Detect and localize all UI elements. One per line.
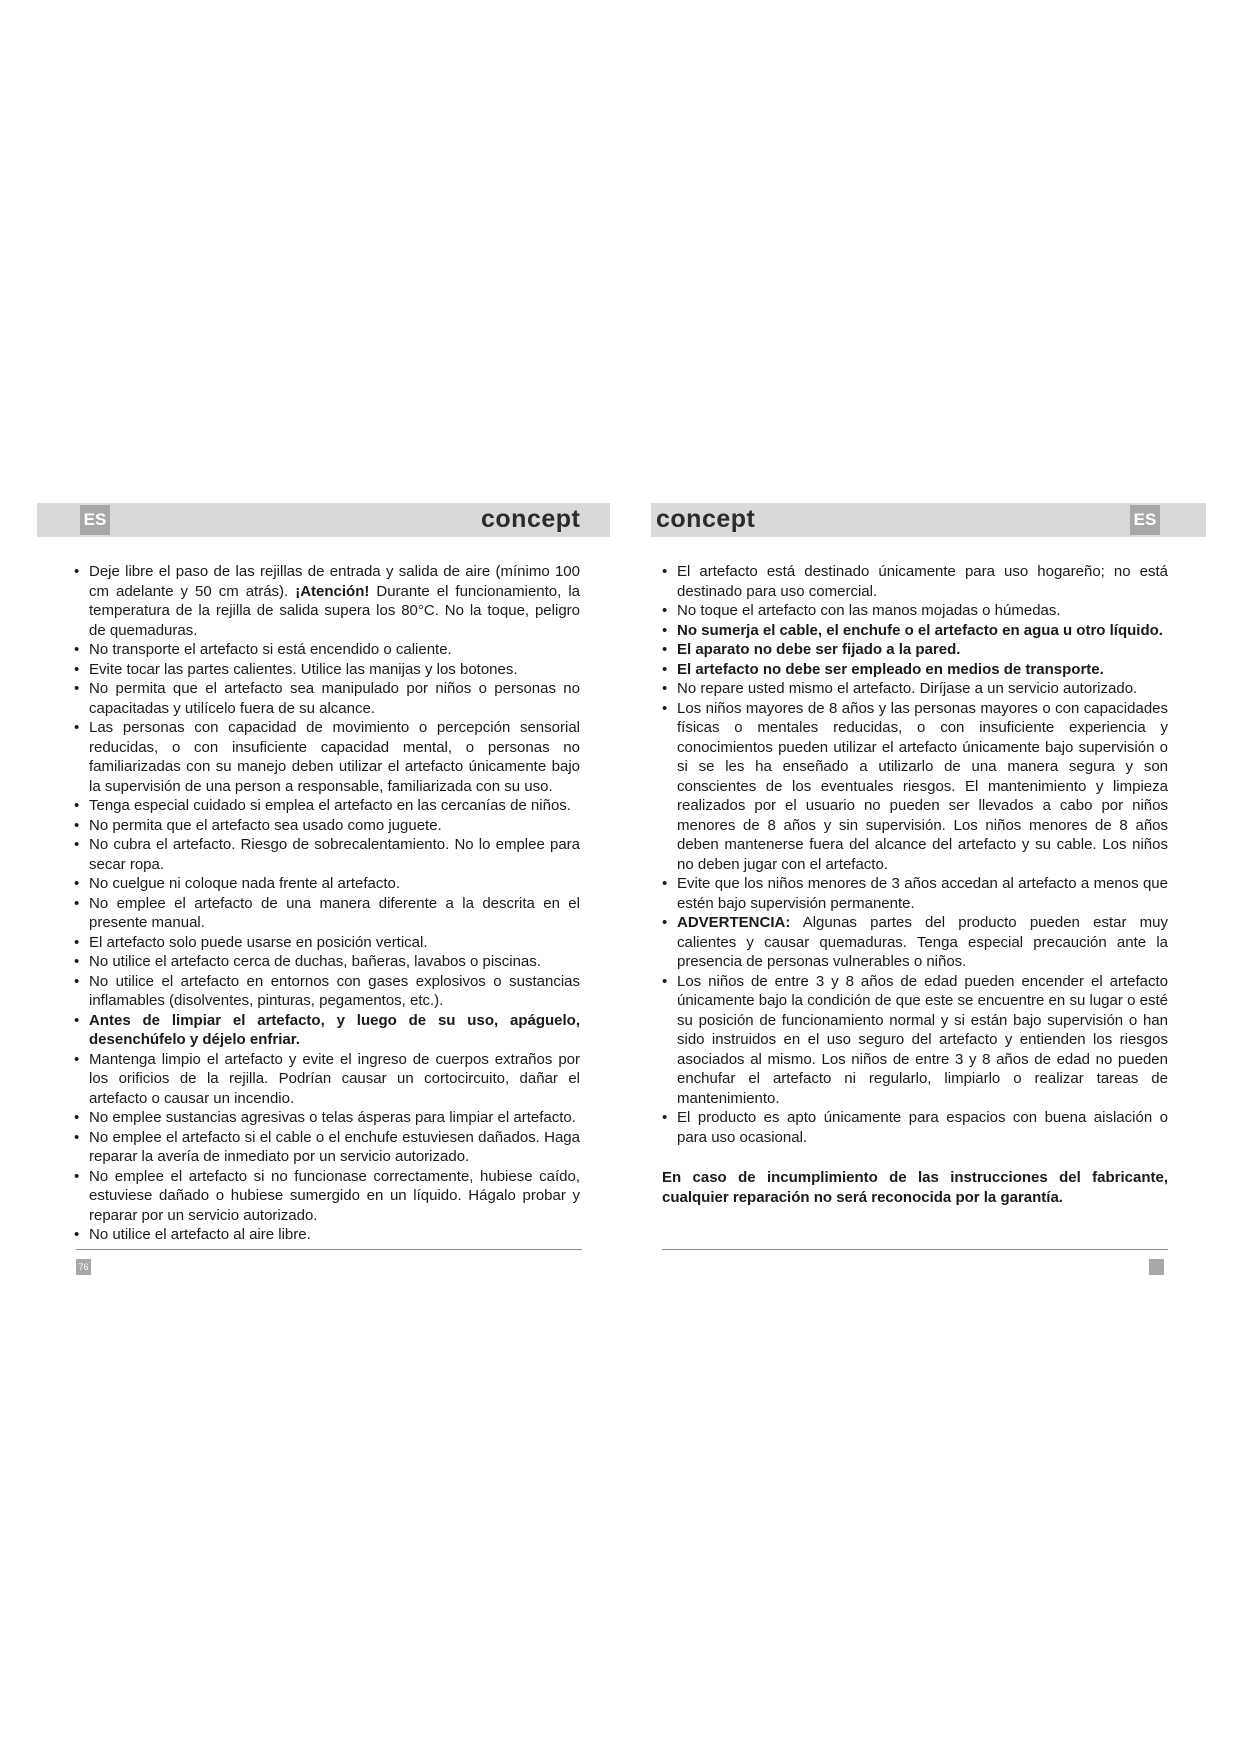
language-badge-left: ES bbox=[80, 505, 110, 535]
list-item: • Antes de limpiar el artefacto, y luego de su uso, apáguelo, desenchúfelo y déjelo enfriar. bbox=[74, 1011, 580, 1050]
list-item: • Evite que los niños menores de 3 años accedan al artefacto a menos que estén bajo supervisión permanente. bbox=[662, 874, 1168, 913]
list-item: • No cubra el artefacto. Riesgo de sobrecalentamiento. No lo emplee para secar ropa. bbox=[74, 835, 580, 874]
list-item: • Evite tocar las partes calientes. Utilice las manijas y los botones. bbox=[74, 660, 580, 680]
left-column bbox=[74, 562, 580, 1245]
list-item: • El artefacto está destinado únicamente para uso hogareño; no está destinado para uso comercial. bbox=[662, 562, 1168, 601]
page-number-right bbox=[1149, 1259, 1164, 1275]
list-item: • No utilice el artefacto en entornos con gases explosivos o sustancias inflamables (disolventes, pinturas, pegamentos, etc.). bbox=[74, 972, 580, 1011]
list-item: • No emplee el artefacto si no funcionase correctamente, hubiese caído, estuviese dañado o hubiese sumergido en un líquido. Hágalo probar y reparar por un servicio autorizado. bbox=[74, 1167, 580, 1226]
footer-rule-right bbox=[662, 1249, 1168, 1250]
list-item: • No permita que el artefacto sea manipulado por niños o personas no capacitadas y utilícelo fuera de su alcance. bbox=[74, 679, 580, 718]
warranty-note: En caso de incumplimiento de las instrucciones del fabricante, cualquier reparación no será reconocida por la garantía. bbox=[662, 1169, 1168, 1206]
list-item: • Los niños mayores de 8 años y las personas mayores o con capacidades físicas o mentales reducidas, o con insuficiente experiencia y conocimientos pueden utilizar el artefacto únicamente bajo supervisión o si se les ha enseñado a utilizarlo de una manera segura y son conscientes de los eventuales riesgos. El mantenimiento y limpieza realizados por el usuario no pueden ser llevados a cabo por niños menores de 8 años y sin supervisión. Los niños menores de 8 años deben mantenerse fuera del alcance del artefacto y su cable. Los niños no deben jugar con el artefacto. bbox=[662, 699, 1168, 875]
page-number-left: 76 bbox=[76, 1259, 91, 1275]
list-item: • No utilice el artefacto cerca de duchas, bañeras, lavabos o piscinas. bbox=[74, 952, 580, 972]
right-column bbox=[662, 562, 1168, 1222]
brand-logo-left: concept bbox=[481, 505, 581, 533]
list-item: • No emplee sustancias agresivas o telas ásperas para limpiar el artefacto. bbox=[74, 1108, 580, 1128]
list-item: • No permita que el artefacto sea usado como juguete. bbox=[74, 816, 580, 836]
list-item: • Deje libre el paso de las rejillas de entrada y salida de aire (mínimo 100 cm adelante y 50 cm atrás). ¡Atención! Durante el funcionamiento, la temperatura de la rejilla de salida supera los 80°C. No la toque, peligro de quemaduras. bbox=[74, 562, 580, 640]
list-item: • Tenga especial cuidado si emplea el artefacto en las cercanías de niños. bbox=[74, 796, 580, 816]
list-item: • El aparato no debe ser fijado a la pared. bbox=[662, 640, 1168, 660]
list-item: • ADVERTENCIA: Algunas partes del producto pueden estar muy calientes y causar quemaduras. Tenga especial precaución ante la presencia de personas vulnerables o niños. bbox=[662, 913, 1168, 972]
language-badge-right: ES bbox=[1130, 505, 1160, 535]
list-item: • Las personas con capacidad de movimiento o percepción sensorial reducidas, o con insuficiente capacidad mental, o personas no familiarizadas con su manejo deben utilizar el artefacto únicamente bajo la supervisión de una person a responsable, familiarizada con su uso. bbox=[74, 718, 580, 796]
list-item: • El artefacto solo puede usarse en posición vertical. bbox=[74, 933, 580, 953]
list-item: • Los niños de entre 3 y 8 años de edad pueden encender el artefacto únicamente bajo la condición de que este se encuentre en su lugar o esté su posición de funcionamiento normal y si están bajo supervisión o han sido instruidos en el uso seguro del artefacto y entienden los riesgos asociados al mismo. Los niños de entre 3 y 8 años de edad no pueden enchufar el artefacto ni regularlo, limpiarlo o realizar tareas de mantenimiento. bbox=[662, 972, 1168, 1109]
footer-rule-left bbox=[76, 1249, 582, 1250]
list-item: • No sumerja el cable, el enchufe o el artefacto en agua u otro líquido. bbox=[662, 621, 1168, 641]
list-item: • No toque el artefacto con las manos mojadas o húmedas. bbox=[662, 601, 1168, 621]
brand-logo-right: concept bbox=[656, 505, 756, 533]
list-item: • Mantenga limpio el artefacto y evite el ingreso de cuerpos extraños por los orificios de la rejilla. Podrían causar un cortocircuito, dañar el artefacto o causar un incendio. bbox=[74, 1050, 580, 1109]
list-item: • El producto es apto únicamente para espacios con buena aislación o para uso ocasional. bbox=[662, 1108, 1168, 1147]
list-item: • No emplee el artefacto de una manera diferente a la descrita en el presente manual. bbox=[74, 894, 580, 933]
list-item: • El artefacto no debe ser empleado en medios de transporte. bbox=[662, 660, 1168, 680]
list-item: • No utilice el artefacto al aire libre. bbox=[74, 1225, 580, 1245]
safety-list-right bbox=[662, 562, 1168, 1147]
list-item: • No transporte el artefacto si está encendido o caliente. bbox=[74, 640, 580, 660]
safety-list-left bbox=[74, 562, 580, 1245]
list-item: • No emplee el artefacto si el cable o el enchufe estuviesen dañados. Haga reparar la avería de inmediato por un servicio autorizado. bbox=[74, 1128, 580, 1167]
list-item: • No cuelgue ni coloque nada frente al artefacto. bbox=[74, 874, 580, 894]
list-item: • No repare usted mismo el artefacto. Diríjase a un servicio autorizado. bbox=[662, 679, 1168, 699]
